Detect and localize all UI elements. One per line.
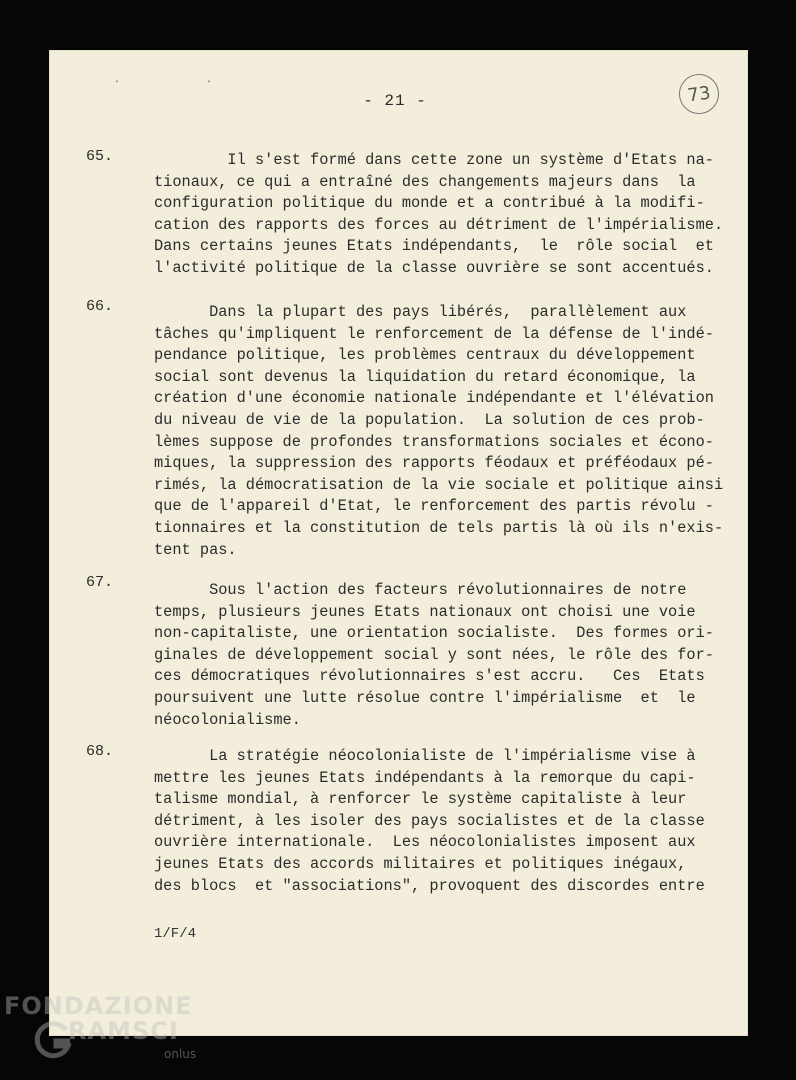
page-number: - 21 - — [363, 92, 427, 110]
watermark-line-2: RAMSCI — [68, 1017, 179, 1045]
text-line: temps, plusieurs jeunes Etats nationaux ont choisi une voie — [154, 602, 696, 621]
text-line: tionnaires et la constitution de tels partis là où ils n'exis- — [154, 518, 724, 537]
text-line: tionaux, ce qui a entraîné des changements majeurs dans la — [154, 172, 696, 191]
text-line: ginales de développement social y sont nées, le rôle des for- — [154, 645, 714, 664]
text-line: cation des rapports des forces au détriment de l'impérialisme. — [154, 215, 724, 234]
text-line: mettre les jeunes Etats indépendants à la remorque du capi- — [154, 768, 696, 787]
paper-specks: · · — [114, 77, 253, 88]
paragraph-number-67: 67. — [86, 574, 114, 591]
paragraph-66 — [154, 302, 724, 561]
watermark-line-1: FONDAZIONE — [4, 992, 193, 1020]
text-line: rimés, la démocratisation de la vie sociale et politique ainsi — [154, 475, 724, 494]
text-line: des blocs et "associations", provoquent des discordes entre — [154, 876, 705, 895]
text-line: l'activité politique de la classe ouvrière se sont accentués. — [154, 258, 714, 277]
text-line: détriment, à les isoler des pays socialistes et de la classe — [154, 811, 705, 830]
text-line: que de l'appareil d'Etat, le renforcement des partis révolu - — [154, 497, 714, 516]
paragraph-number-65: 65. — [86, 148, 114, 165]
text-line: Dans la plupart des pays libérés, parallèlement aux — [154, 303, 687, 321]
text-line: Sous l'action des facteurs révolutionnaires de notre — [154, 581, 687, 599]
text-line: ces démocratiques révolutionnaires s'est accru. Ces Etats — [154, 667, 705, 686]
text-line: non-capitaliste, une orientation socialiste. Des formes ori- — [154, 624, 714, 643]
paragraph-number-66: 66. — [86, 298, 114, 315]
foundation-watermark — [4, 992, 204, 1072]
text-line: tâches qu'impliquent le renforcement de la défense de l'indé- — [154, 324, 714, 343]
text-line: création d'une économie nationale indépendante et l'élévation — [154, 389, 714, 408]
paragraph-number-68: 68. — [86, 743, 114, 760]
text-line: lèmes suppose de profondes transformations sociales et écono- — [154, 432, 714, 451]
text-line: miques, la suppression des rapports féodaux et préféodaux pé- — [154, 454, 714, 473]
text-line: talisme mondial, à renforcer le système capitaliste à leur — [154, 790, 687, 809]
document-reference: 1/F/4 — [154, 926, 197, 942]
watermark-line-3: onlus — [164, 1047, 197, 1061]
text-line: néocolonialisme. — [154, 710, 301, 729]
archive-stamp: 73 — [676, 71, 721, 116]
text-line: tent pas. — [154, 540, 237, 559]
paragraph-68 — [154, 746, 714, 897]
text-line: ouvrière internationale. Les néocolonialistes imposent aux — [154, 833, 696, 852]
text-line: configuration politique du monde et a contribué à la modifi- — [154, 194, 705, 213]
text-line: pendance politique, les problèmes centraux du développement — [154, 346, 696, 365]
text-line: du niveau de vie de la population. La solution de ces prob- — [154, 410, 705, 429]
text-line: Dans certains jeunes Etats indépendants, le rôle social et — [154, 237, 714, 256]
text-line: jeunes Etats des accords militaires et politiques inégaux, — [154, 854, 687, 873]
paragraph-65 — [154, 150, 724, 280]
text-line: social sont devenus la liquidation du retard économique, la — [154, 367, 696, 386]
text-line: poursuivent une lutte résolue contre l'impérialisme et le — [154, 688, 696, 707]
text-line: La stratégie néocolonialiste de l'impérialisme vise à — [154, 747, 696, 765]
text-line: Il s'est formé dans cette zone un système d'Etats na- — [154, 151, 714, 169]
paragraph-67 — [154, 580, 714, 731]
